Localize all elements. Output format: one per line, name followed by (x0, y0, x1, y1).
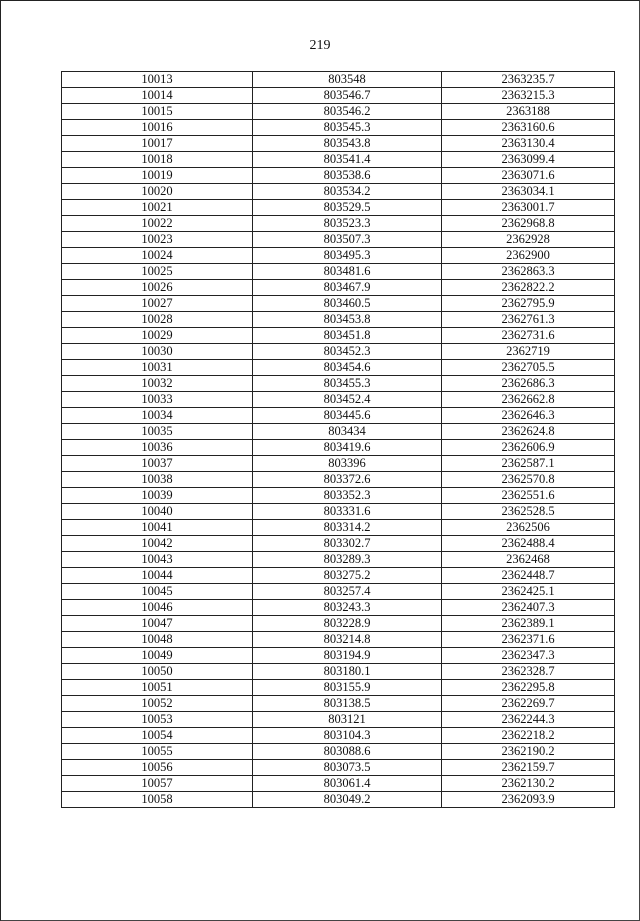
table-row (62, 248, 615, 264)
easting-cell: 803454.6 (253, 360, 442, 376)
point-id-cell: 10031 (62, 360, 253, 376)
table-row (62, 264, 615, 280)
northing-cell: 2362900 (442, 248, 615, 264)
point-id-cell: 10058 (62, 792, 253, 808)
northing-cell: 2362863.3 (442, 264, 615, 280)
point-id-cell: 10032 (62, 376, 253, 392)
easting-cell: 803451.8 (253, 328, 442, 344)
northing-cell: 2362662.8 (442, 392, 615, 408)
point-id-cell: 10052 (62, 696, 253, 712)
table-row (62, 216, 615, 232)
easting-cell: 803104.3 (253, 728, 442, 744)
easting-cell: 803467.9 (253, 280, 442, 296)
table-row (62, 392, 615, 408)
table-row (62, 168, 615, 184)
northing-cell: 2363160.6 (442, 120, 615, 136)
point-id-cell: 10043 (62, 552, 253, 568)
easting-cell: 803543.8 (253, 136, 442, 152)
northing-cell: 2362347.3 (442, 648, 615, 664)
point-id-cell: 10029 (62, 328, 253, 344)
easting-cell: 803455.3 (253, 376, 442, 392)
table-row (62, 328, 615, 344)
table-row (62, 296, 615, 312)
point-id-cell: 10054 (62, 728, 253, 744)
northing-cell: 2362646.3 (442, 408, 615, 424)
table-row (62, 360, 615, 376)
point-id-cell: 10018 (62, 152, 253, 168)
table-row (62, 136, 615, 152)
table-row (62, 536, 615, 552)
table-row (62, 424, 615, 440)
northing-cell: 2363001.7 (442, 200, 615, 216)
coordinates-table (61, 71, 615, 808)
easting-cell: 803434 (253, 424, 442, 440)
easting-cell: 803529.5 (253, 200, 442, 216)
table-row (62, 440, 615, 456)
northing-cell: 2362719 (442, 344, 615, 360)
easting-cell: 803546.2 (253, 104, 442, 120)
coordinates-table-body (62, 72, 615, 808)
point-id-cell: 10050 (62, 664, 253, 680)
northing-cell: 2362159.7 (442, 760, 615, 776)
point-id-cell: 10042 (62, 536, 253, 552)
easting-cell: 803289.3 (253, 552, 442, 568)
point-id-cell: 10022 (62, 216, 253, 232)
point-id-cell: 10013 (62, 72, 253, 88)
easting-cell: 803155.9 (253, 680, 442, 696)
easting-cell: 803523.3 (253, 216, 442, 232)
table-row (62, 312, 615, 328)
easting-cell: 803495.3 (253, 248, 442, 264)
northing-cell: 2362328.7 (442, 664, 615, 680)
northing-cell: 2362506 (442, 520, 615, 536)
point-id-cell: 10016 (62, 120, 253, 136)
easting-cell: 803352.3 (253, 488, 442, 504)
northing-cell: 2362269.7 (442, 696, 615, 712)
point-id-cell: 10021 (62, 200, 253, 216)
northing-cell: 2362624.8 (442, 424, 615, 440)
table-row (62, 200, 615, 216)
easting-cell: 803538.6 (253, 168, 442, 184)
table-row (62, 664, 615, 680)
point-id-cell: 10044 (62, 568, 253, 584)
point-id-cell: 10047 (62, 616, 253, 632)
northing-cell: 2362587.1 (442, 456, 615, 472)
table-row (62, 456, 615, 472)
point-id-cell: 10049 (62, 648, 253, 664)
point-id-cell: 10040 (62, 504, 253, 520)
table-row (62, 184, 615, 200)
point-id-cell: 10019 (62, 168, 253, 184)
table-row (62, 760, 615, 776)
northing-cell: 2362244.3 (442, 712, 615, 728)
point-id-cell: 10017 (62, 136, 253, 152)
easting-cell: 803214.8 (253, 632, 442, 648)
table-row (62, 696, 615, 712)
northing-cell: 2363235.7 (442, 72, 615, 88)
point-id-cell: 10035 (62, 424, 253, 440)
easting-cell: 803138.5 (253, 696, 442, 712)
point-id-cell: 10037 (62, 456, 253, 472)
northing-cell: 2362686.3 (442, 376, 615, 392)
point-id-cell: 10028 (62, 312, 253, 328)
point-id-cell: 10034 (62, 408, 253, 424)
point-id-cell: 10023 (62, 232, 253, 248)
table-row (62, 120, 615, 136)
table-row (62, 728, 615, 744)
page-number: 219 (309, 38, 331, 53)
northing-cell: 2362551.6 (442, 488, 615, 504)
table-row (62, 376, 615, 392)
point-id-cell: 10056 (62, 760, 253, 776)
easting-cell: 803243.3 (253, 600, 442, 616)
table-row (62, 232, 615, 248)
point-id-cell: 10020 (62, 184, 253, 200)
easting-cell: 803275.2 (253, 568, 442, 584)
table-row (62, 72, 615, 88)
easting-cell: 803507.3 (253, 232, 442, 248)
table-row (62, 520, 615, 536)
table-row (62, 712, 615, 728)
northing-cell: 2362528.5 (442, 504, 615, 520)
easting-cell: 803445.6 (253, 408, 442, 424)
point-id-cell: 10026 (62, 280, 253, 296)
easting-cell: 803545.3 (253, 120, 442, 136)
easting-cell: 803453.8 (253, 312, 442, 328)
northing-cell: 2362606.9 (442, 440, 615, 456)
point-id-cell: 10033 (62, 392, 253, 408)
easting-cell: 803452.3 (253, 344, 442, 360)
easting-cell: 803546.7 (253, 88, 442, 104)
table-row (62, 776, 615, 792)
easting-cell: 803049.2 (253, 792, 442, 808)
northing-cell: 2362731.6 (442, 328, 615, 344)
easting-cell: 803396 (253, 456, 442, 472)
easting-cell: 803548 (253, 72, 442, 88)
table-row (62, 344, 615, 360)
table-row (62, 792, 615, 808)
easting-cell: 803314.2 (253, 520, 442, 536)
easting-cell: 803257.4 (253, 584, 442, 600)
table-row (62, 88, 615, 104)
easting-cell: 803073.5 (253, 760, 442, 776)
easting-cell: 803481.6 (253, 264, 442, 280)
table-row (62, 504, 615, 520)
northing-cell: 2362705.5 (442, 360, 615, 376)
easting-cell: 803534.2 (253, 184, 442, 200)
point-id-cell: 10036 (62, 440, 253, 456)
point-id-cell: 10041 (62, 520, 253, 536)
northing-cell: 2363071.6 (442, 168, 615, 184)
northing-cell: 2362795.9 (442, 296, 615, 312)
northing-cell: 2363188 (442, 104, 615, 120)
easting-cell: 803452.4 (253, 392, 442, 408)
point-id-cell: 10053 (62, 712, 253, 728)
easting-cell: 803419.6 (253, 440, 442, 456)
northing-cell: 2363130.4 (442, 136, 615, 152)
table-row (62, 600, 615, 616)
northing-cell: 2362407.3 (442, 600, 615, 616)
northing-cell: 2363034.1 (442, 184, 615, 200)
easting-cell: 803331.6 (253, 504, 442, 520)
point-id-cell: 10030 (62, 344, 253, 360)
easting-cell: 803121 (253, 712, 442, 728)
northing-cell: 2362928 (442, 232, 615, 248)
table-row (62, 104, 615, 120)
point-id-cell: 10057 (62, 776, 253, 792)
point-id-cell: 10027 (62, 296, 253, 312)
easting-cell: 803228.9 (253, 616, 442, 632)
northing-cell: 2362425.1 (442, 584, 615, 600)
northing-cell: 2363099.4 (442, 152, 615, 168)
table-row (62, 152, 615, 168)
easting-cell: 803302.7 (253, 536, 442, 552)
point-id-cell: 10039 (62, 488, 253, 504)
easting-cell: 803061.4 (253, 776, 442, 792)
northing-cell: 2362093.9 (442, 792, 615, 808)
table-row (62, 744, 615, 760)
point-id-cell: 10015 (62, 104, 253, 120)
table-row (62, 616, 615, 632)
easting-cell: 803194.9 (253, 648, 442, 664)
northing-cell: 2362968.8 (442, 216, 615, 232)
easting-cell: 803460.5 (253, 296, 442, 312)
point-id-cell: 10051 (62, 680, 253, 696)
point-id-cell: 10025 (62, 264, 253, 280)
table-row (62, 488, 615, 504)
table-row (62, 584, 615, 600)
table-row (62, 648, 615, 664)
northing-cell: 2362448.7 (442, 568, 615, 584)
point-id-cell: 10024 (62, 248, 253, 264)
table-row (62, 408, 615, 424)
point-id-cell: 10038 (62, 472, 253, 488)
northing-cell: 2363215.3 (442, 88, 615, 104)
easting-cell: 803372.6 (253, 472, 442, 488)
northing-cell: 2362130.2 (442, 776, 615, 792)
northing-cell: 2362218.2 (442, 728, 615, 744)
northing-cell: 2362190.2 (442, 744, 615, 760)
northing-cell: 2362371.6 (442, 632, 615, 648)
northing-cell: 2362822.2 (442, 280, 615, 296)
table-row (62, 632, 615, 648)
northing-cell: 2362761.3 (442, 312, 615, 328)
table-row (62, 552, 615, 568)
table-row (62, 472, 615, 488)
northing-cell: 2362488.4 (442, 536, 615, 552)
easting-cell: 803541.4 (253, 152, 442, 168)
easting-cell: 803180.1 (253, 664, 442, 680)
point-id-cell: 10055 (62, 744, 253, 760)
northing-cell: 2362570.8 (442, 472, 615, 488)
point-id-cell: 10014 (62, 88, 253, 104)
northing-cell: 2362295.8 (442, 680, 615, 696)
point-id-cell: 10045 (62, 584, 253, 600)
easting-cell: 803088.6 (253, 744, 442, 760)
table-row (62, 680, 615, 696)
point-id-cell: 10048 (62, 632, 253, 648)
point-id-cell: 10046 (62, 600, 253, 616)
northing-cell: 2362468 (442, 552, 615, 568)
table-row (62, 568, 615, 584)
northing-cell: 2362389.1 (442, 616, 615, 632)
table-row (62, 280, 615, 296)
